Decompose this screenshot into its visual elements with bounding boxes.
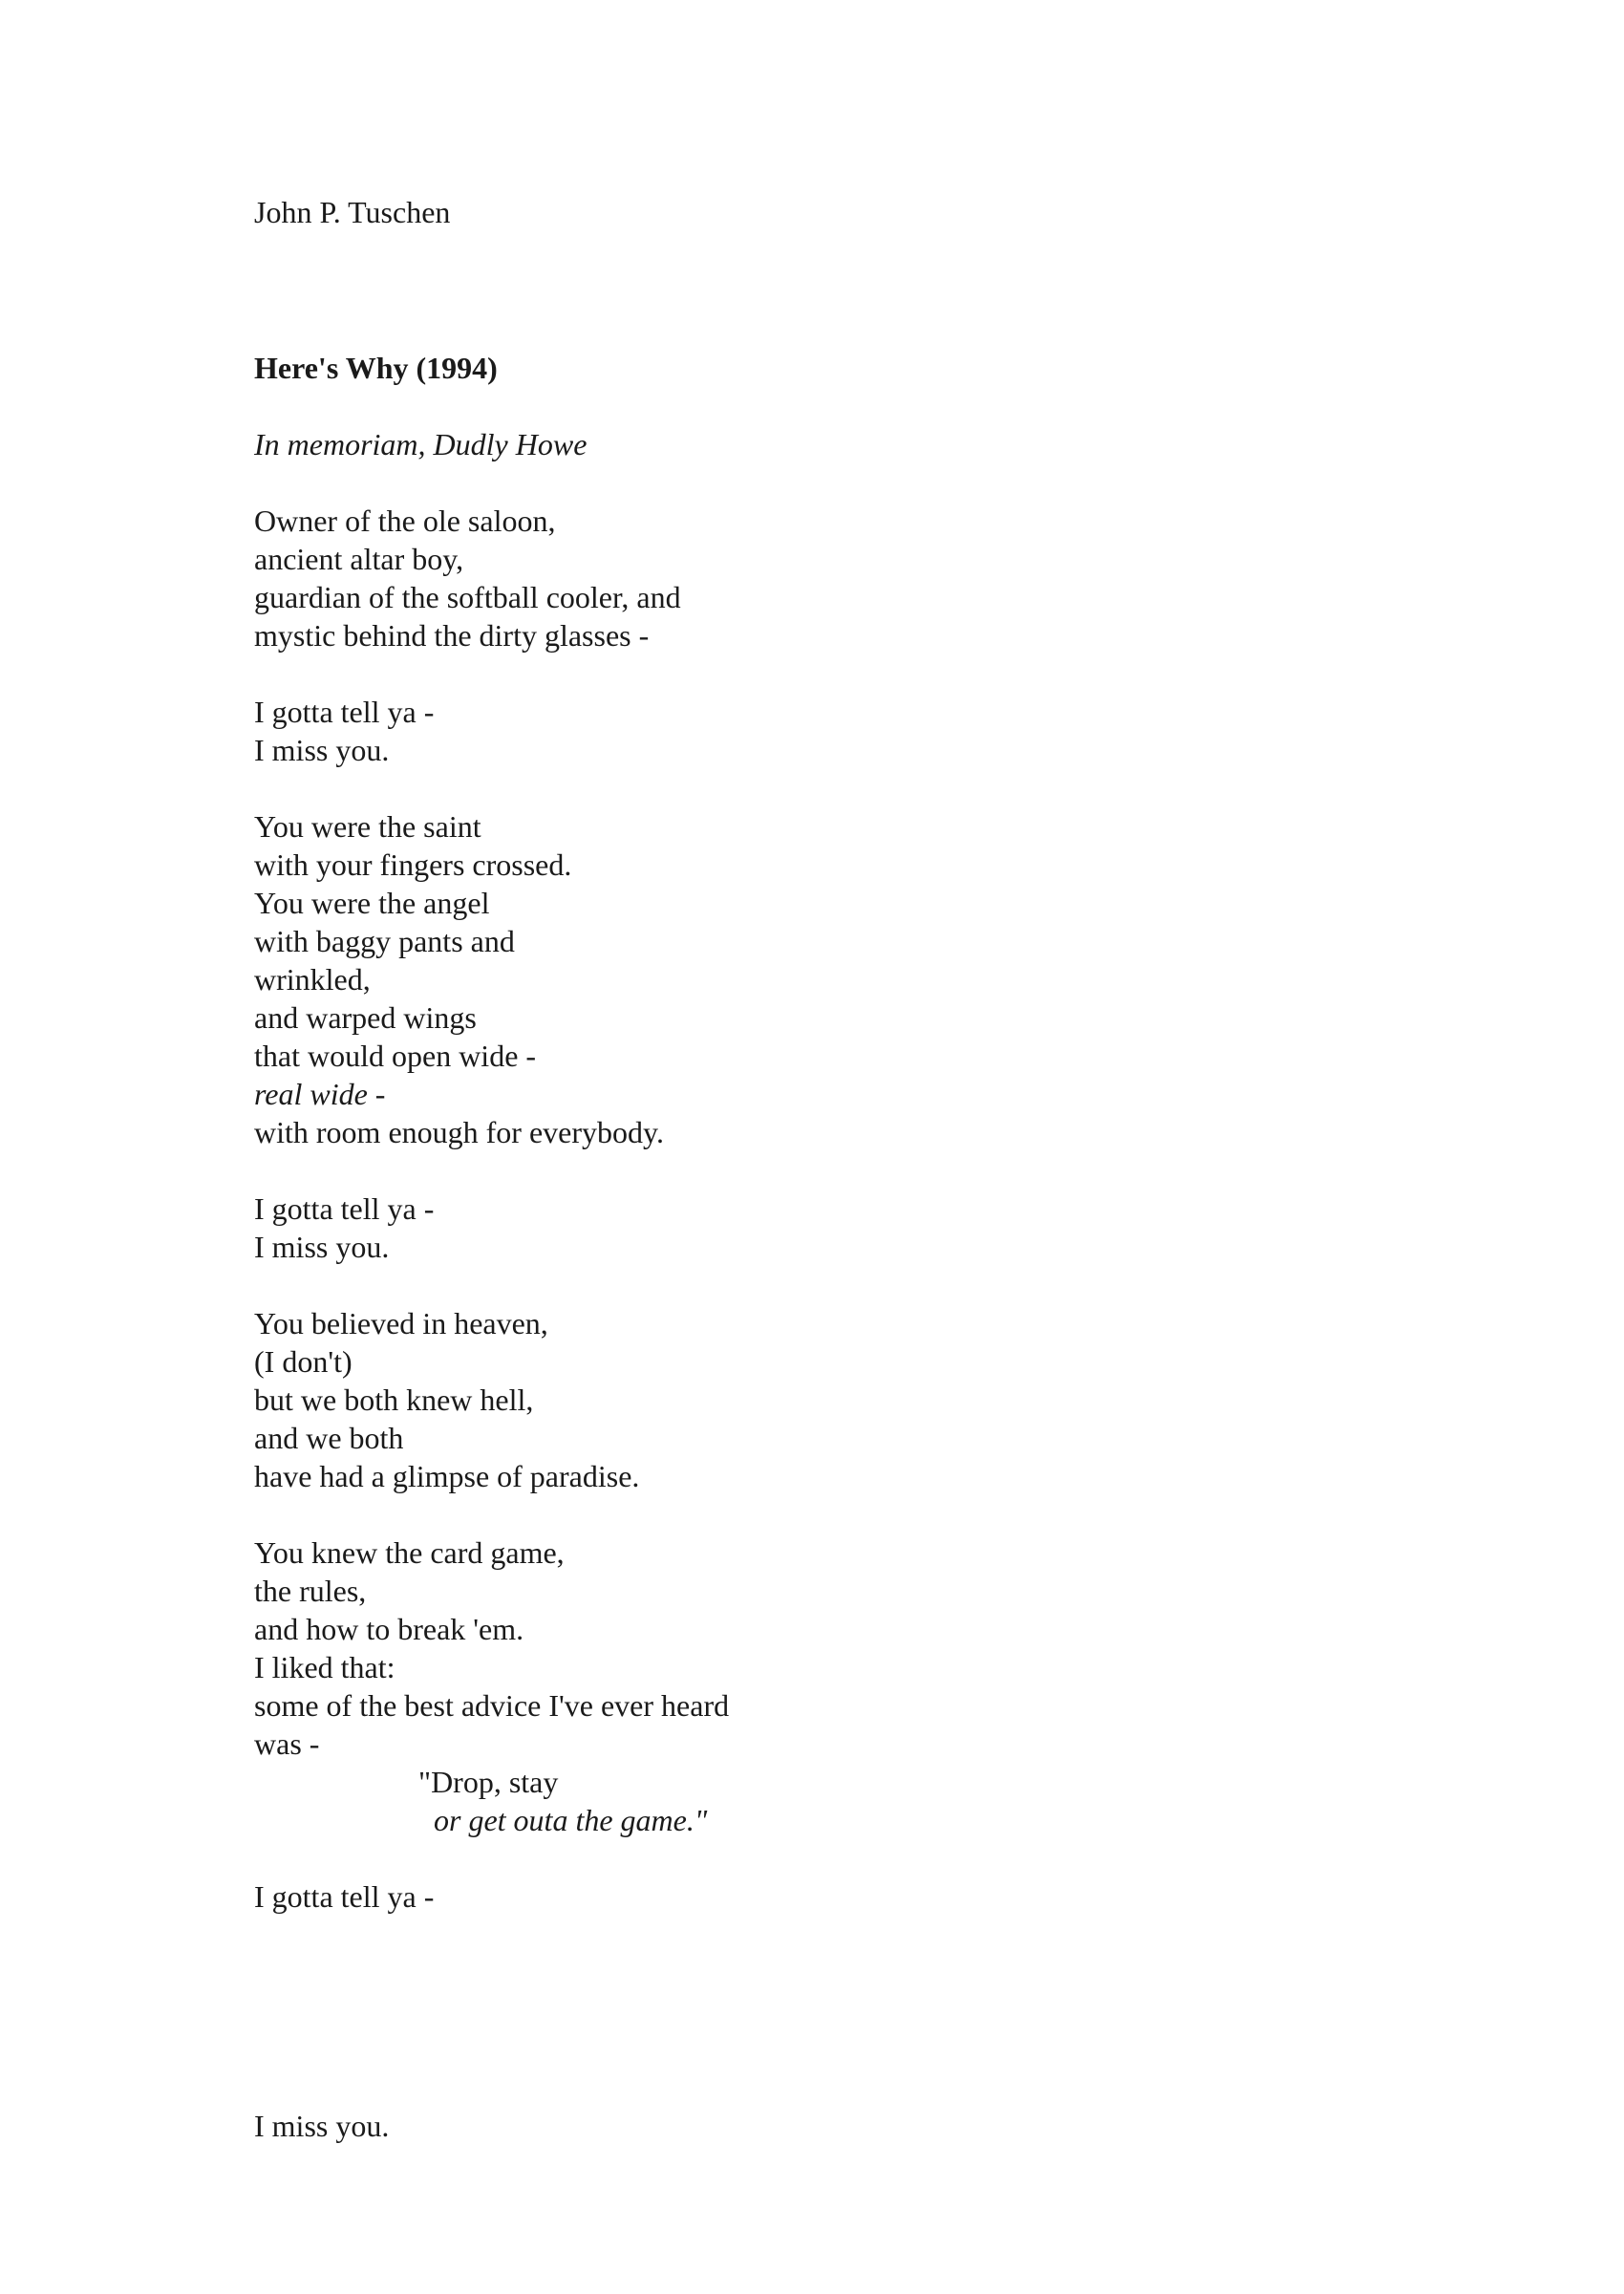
poem-line: with baggy pants and	[254, 924, 515, 958]
poem-line: some of the best advice I've ever heard	[254, 1688, 730, 1723]
stanza-4-refrain	[254, 1190, 434, 1266]
poem-line: I miss you.	[254, 733, 390, 767]
poem-line: Owner of the ole saloon,	[254, 504, 556, 538]
poem-line: I gotta tell ya -	[254, 695, 435, 729]
poem-line: You believed in heaven,	[254, 1306, 548, 1340]
closing-line: I miss you.	[254, 2109, 390, 2143]
stanza-6	[254, 1533, 729, 1839]
poem-line: the rules,	[254, 1574, 367, 1608]
quote-line-italic: or get outa the game."	[434, 1803, 708, 1837]
poem-title: Here's Why (1994)	[254, 351, 498, 385]
quote-line: "Drop, stay	[418, 1765, 559, 1799]
line-suffix: -	[367, 1077, 386, 1111]
poem-line: You were the saint	[254, 809, 481, 844]
poem-line: and we both	[254, 1421, 404, 1455]
poem-line: guardian of the softball cooler, and	[254, 580, 681, 614]
italic-phrase: real wide	[254, 1077, 368, 1111]
dedication: In memoriam, Dudly Howe	[254, 427, 588, 461]
stanza-3	[254, 807, 664, 1151]
poem-line: ancient altar boy,	[254, 542, 464, 576]
poem-line: I liked that:	[254, 1650, 395, 1684]
poem-line: have had a glimpse of paradise.	[254, 1459, 640, 1493]
poem-line: and warped wings	[254, 1000, 477, 1035]
stanza-1	[254, 502, 681, 654]
poem-line-mixed	[254, 1075, 664, 1113]
poem-line: with your fingers crossed.	[254, 847, 572, 882]
poem-line: mystic behind the dirty glasses -	[254, 618, 650, 653]
poem-line: wrinkled,	[254, 962, 371, 997]
poem-line: You knew the card game,	[254, 1535, 565, 1570]
poem-line: but we both knew hell,	[254, 1383, 534, 1417]
stanza-2-refrain	[254, 693, 434, 769]
poem-line: I gotta tell ya -	[254, 1879, 435, 1914]
poem-line: I miss you.	[254, 1230, 390, 1264]
poem-line: was -	[254, 1726, 320, 1761]
poem-line: that would open wide -	[254, 1039, 537, 1073]
poem-line: with room enough for everybody.	[254, 1115, 664, 1149]
stanza-7-refrain	[254, 1877, 434, 1916]
stanza-5	[254, 1304, 639, 1495]
author-name: John P. Tuschen	[254, 195, 451, 229]
poem-line: and how to break 'em.	[254, 1612, 524, 1646]
poem-line: (I don't)	[254, 1344, 353, 1379]
poem-line: I gotta tell ya -	[254, 1191, 435, 1226]
poem-line: You were the angel	[254, 886, 490, 920]
